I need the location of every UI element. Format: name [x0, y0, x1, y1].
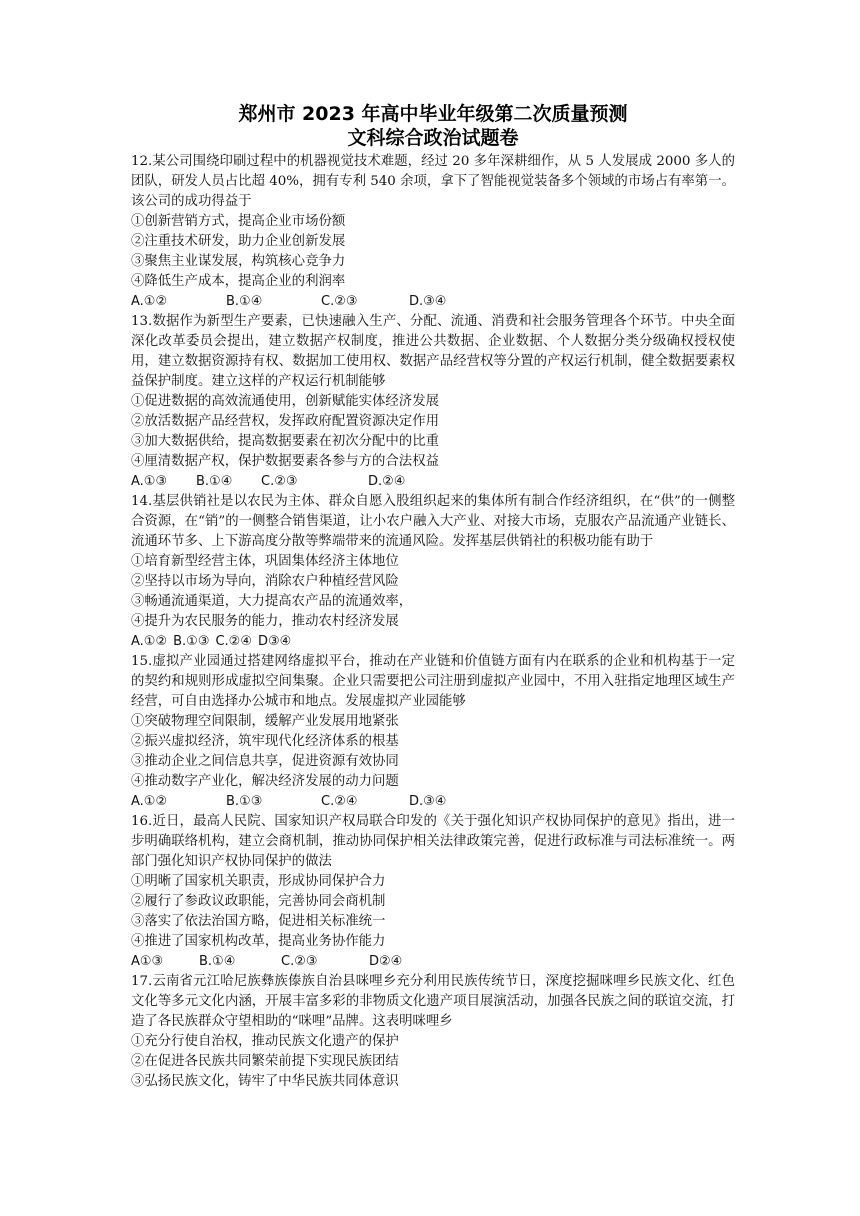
answer-choices: [131, 472, 735, 492]
answer-choice: A①③: [131, 954, 164, 969]
exam-title: 郑州市 2023 年高中毕业年级第二次质量预测: [238, 103, 628, 125]
answer-choice: B.①④: [196, 474, 233, 489]
answer-choice: C.②③: [321, 294, 358, 309]
question: [131, 652, 735, 812]
answer-choice: B.①③: [173, 634, 210, 649]
answer-choice: C.②③: [261, 474, 298, 489]
answer-choice: A.①③: [131, 474, 168, 489]
question-option: ④厘清数据产权，保护数据要素各参与方的合法权益: [131, 454, 439, 469]
answer-choice: D③④: [258, 634, 292, 649]
answer-choice: D②④: [369, 954, 403, 969]
answer-choices: [131, 952, 735, 972]
answer-choice: C.②④: [321, 794, 358, 809]
question-option: ①培育新型经营主体，巩固集体经济主体地位: [131, 554, 399, 569]
question-option: ①创新营销方式，提高企业市场份额: [131, 214, 346, 229]
question: [131, 972, 735, 1092]
question-option: ①突破物理空间限制，缓解产业发展用地紧张: [131, 714, 399, 729]
answer-choice: B.①④: [226, 294, 263, 309]
exam-page: [131, 102, 735, 1092]
question: [131, 492, 735, 652]
answer-choice: B.①③: [226, 794, 263, 809]
question-option: ①充分行使自治权，推动民族文化遗产的保护: [131, 1034, 399, 1049]
question-option: ③畅通流通渠道，大力提高农产品的流通效率，: [131, 594, 413, 609]
answer-choice: A.①②: [131, 794, 168, 809]
answer-choice: D.③④: [409, 794, 447, 809]
question-option: ④推动数字产业化，解决经济发展的动力问题: [131, 774, 399, 789]
question-option: ①促进数据的高效流通使用，创新赋能实体经济发展: [131, 394, 439, 409]
question-option: ④推进了国家机构改革，提高业务协作能力: [131, 934, 386, 949]
question-option: ④降低生产成本，提高企业的利润率: [131, 274, 346, 289]
answer-choice: B.①④: [199, 954, 236, 969]
answer-choice: A.①②: [131, 634, 168, 649]
answer-choice: A.①②: [131, 294, 168, 309]
question-option: ②振兴虚拟经济，筑牢现代化经济体系的根基: [131, 734, 399, 749]
answer-choices: [131, 792, 735, 812]
answer-choice: C.②④: [215, 634, 252, 649]
question: [131, 152, 735, 312]
question-option: ③加大数据供给，提高数据要素在初次分配中的比重: [131, 434, 439, 449]
question: [131, 812, 735, 972]
answer-choices: [131, 632, 735, 652]
question-stem: 14.基层供销社是以农民为主体、群众自愿入股组织起来的集体所有制合作经济组织，在“供”的一侧整合资源，在“销”的一侧整合销售渠道，让小农户融入大产业、对接大市场，克服农产品流通产业链长、流通环节多、上下游高度分散等弊端带来的流通风险。发挥基层供销社的积极功能有助于: [131, 494, 735, 549]
question-stem: 16.近日，最高人民院、国家知识产权局联合印发的《关于强化知识产权协同保护的意见》指出，进一步明确联络机构，建立会商机制，推动协同保护相关法律政策完善，促进行政标准与司法标准统一。两部门强化知识产权协同保护的做法: [131, 814, 735, 869]
question-option: ②坚持以市场为导向，消除农户种植经营风险: [131, 574, 399, 589]
answer-choice: C.②③: [281, 954, 318, 969]
question-option: ④提升为农民服务的能力，推动农村经济发展: [131, 614, 399, 629]
question: [131, 312, 735, 492]
question-stem: 12.某公司围绕印刷过程中的机器视觉技术难题，经过 20 多年深耕细作，从 5 人发展成 2000 多人的团队，研发人员占比超 40%，拥有专利 540 余项，拿下了智能视觉装备多个领域的市场占有率第一。该公司的成功得益于: [131, 154, 735, 209]
answer-choice: D.②④: [368, 474, 406, 489]
question-stem: 17.云南省元江哈尼族彝族傣族自治县咪哩乡充分利用民族传统节日，深度挖掘咪哩乡民族文化、红色文化等多元文化内涵，开展丰富多彩的非物质文化遗产项目展演活动，加强各民族之间的联谊交流，打造了各民族群众守望相助的“咪哩”品牌。这表明咪哩乡: [131, 974, 735, 1029]
answer-choices: [131, 292, 735, 312]
exam-subtitle: 文科综合政治试题卷: [347, 127, 519, 149]
answer-choice: D.③④: [409, 294, 447, 309]
question-option: ②履行了参政议政职能，完善协同会商机制: [131, 894, 386, 909]
question-option: ②在促进各民族共同繁荣前提下实现民族团结: [131, 1054, 399, 1069]
question-option: ②注重技术研发，助力企业创新发展: [131, 234, 346, 249]
question-list: [131, 152, 735, 1092]
question-option: ③推动企业之间信息共享，促进资源有效协同: [131, 754, 399, 769]
question-option: ②放活数据产品经营权，发挥政府配置资源决定作用: [131, 414, 439, 429]
question-stem: 15.虚拟产业园通过搭建网络虚拟平台，推动在产业链和价值链方面有内在联系的企业和机构基于一定的契约和规则形成虚拟空间集聚。企业只需要把公司注册到虚拟产业园中，不用入驻指定地理区域生产经营，可自由选择办公城市和地点。发展虚拟产业园能够: [131, 654, 735, 709]
question-option: ③聚焦主业谋发展，构筑核心竞争力: [131, 254, 346, 269]
question-option: ③落实了依法治国方略，促进相关标准统一: [131, 914, 386, 929]
question-option: ①明晰了国家机关职责，形成协同保护合力: [131, 874, 386, 889]
question-option: ③弘扬民族文化，铸牢了中华民族共同体意识: [131, 1074, 399, 1089]
question-stem: 13.数据作为新型生产要素，已快速融入生产、分配、流通、消费和社会服务管理各个环节。中央全面深化改革委员会提出，建立数据产权制度，推进公共数据、企业数据、个人数据分类分级确权授权使用，建立数据资源持有权、数据加工使用权、数据产品经营权等分置的产权运行机制，健全数据要素权益保护制度。建立这样的产权运行机制能够: [131, 314, 735, 389]
